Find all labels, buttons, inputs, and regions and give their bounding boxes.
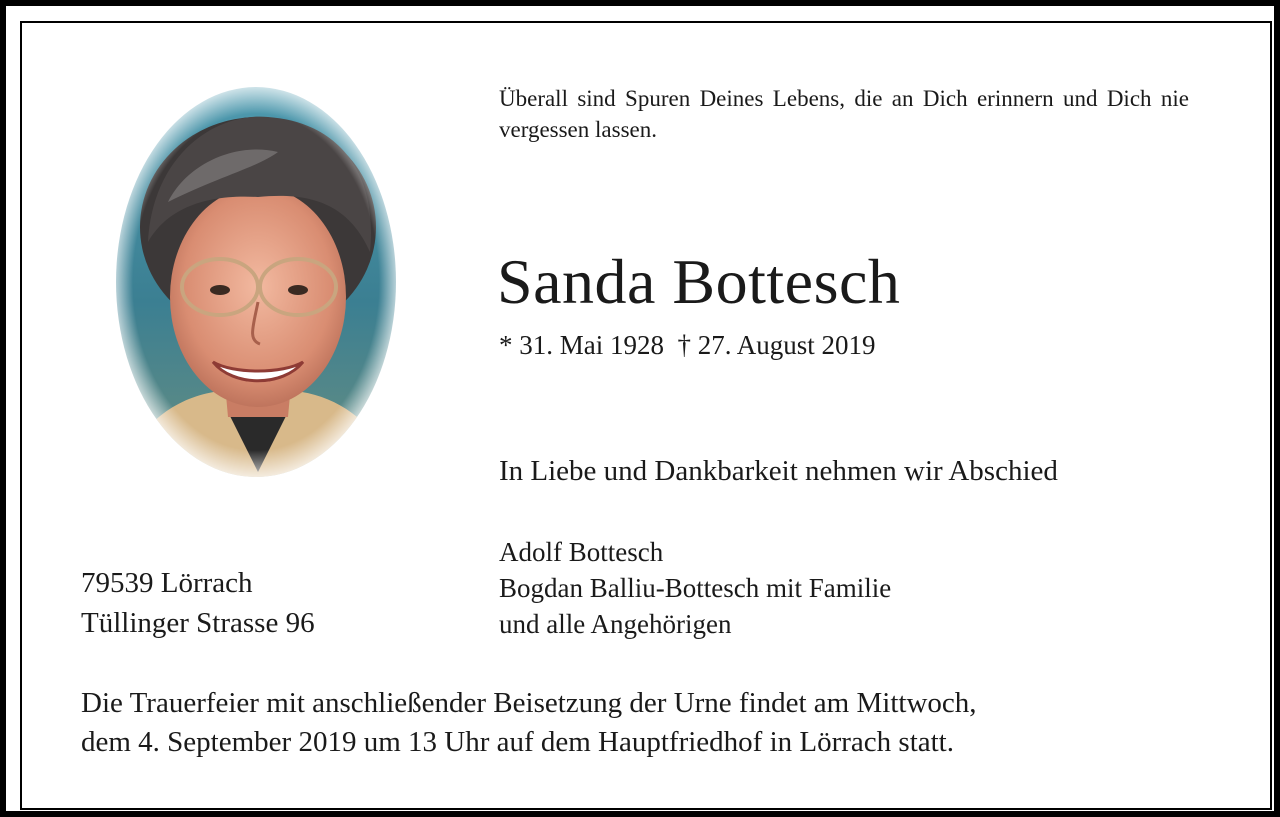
- life-dates: * 31. Mai 1928 † 27. August 2019: [499, 330, 876, 360]
- mourner-item: Adolf Bottesch: [499, 537, 664, 567]
- address-street: Tüllinger Strasse 96: [81, 607, 315, 639]
- service-line-1: Die Trauerfeier mit anschließender Beisetzung der Urne findet am Mittwoch,: [81, 687, 977, 719]
- funeral-service-info: [81, 684, 1191, 762]
- mourner-item: Bogdan Balliu-Bottesch mit Familie: [499, 573, 892, 603]
- service-line-2: dem 4. September 2019 um 13 Uhr auf dem Hauptfriedhof in Lörrach statt.: [81, 726, 954, 758]
- mourners-list: [499, 534, 891, 642]
- mourning-address: [81, 563, 315, 643]
- address-city: 79539 Lörrach: [81, 567, 253, 599]
- mourner-item: und alle Angehörigen: [499, 609, 732, 639]
- deceased-name: Sanda Bottesch: [497, 246, 901, 317]
- motto-quote: Überall sind Spuren Deines Lebens, die an Dich erinnern und Dich nie vergessen lassen.: [499, 86, 1189, 142]
- farewell-text: In Liebe und Dankbarkeit nehmen wir Abschied: [499, 455, 1058, 487]
- portrait-photo: [108, 82, 404, 482]
